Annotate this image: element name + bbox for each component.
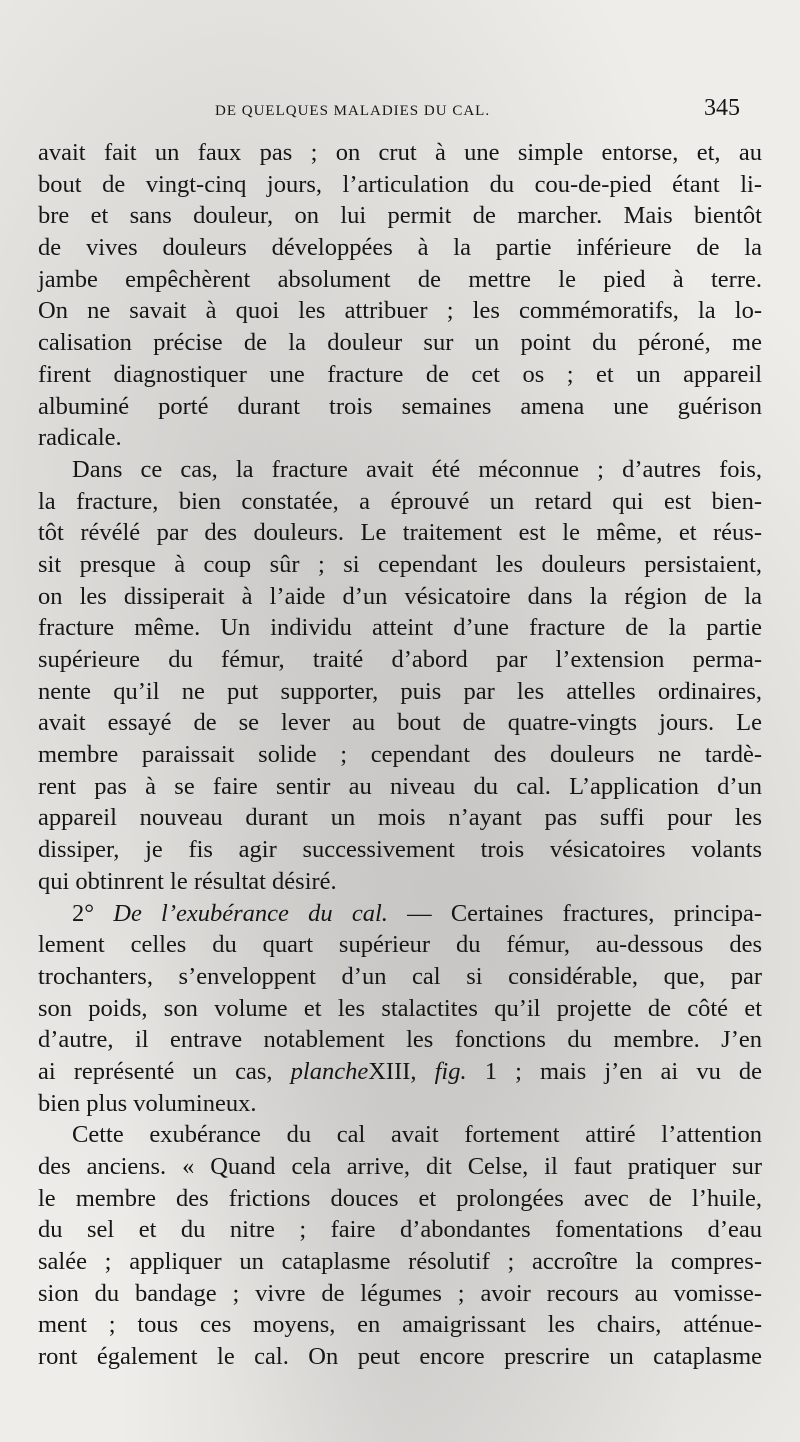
text-fragment: ai représenté un cas, (38, 1057, 273, 1085)
text-line: du sel et du nitre ; faire d’abondantes fomentations d’eau (38, 1216, 762, 1244)
page-header (40, 95, 740, 129)
text-line-rest: — Certaines fractures, principa- (407, 899, 763, 927)
text-line: Dans ce cas, la fracture avait été méconnue ; d’autres fois, (72, 455, 762, 483)
text-line: bout de vingt-cinq jours, l’articulation du cou-de-pied étant li- (38, 170, 762, 198)
text-line: jambe empêchèrent absolument de mettre le pied à terre. (38, 265, 762, 293)
text-line: sit presque à coup sûr ; si cependant les douleurs persistaient, (38, 550, 762, 578)
text-line: bre et sans douleur, on lui permit de marcher. Mais bientôt (38, 202, 762, 230)
text-line: nente qu’il ne put supporter, puis par les attelles ordinaires, (38, 677, 762, 705)
text-line: Cette exubérance du cal avait fortement attiré l’attention (72, 1121, 762, 1149)
text-line: supérieure du fémur, traité d’abord par l’extension perma- (38, 646, 762, 673)
planche-label: planche (290, 1057, 369, 1085)
text-line: avait essayé de se lever au bout de quatre-vingts jours. Le (38, 709, 762, 737)
text-line: trochanters, s’enveloppent d’un cal si considérable, que, par (38, 962, 762, 990)
page-number: 345 (704, 95, 740, 121)
section-title: De l’exubérance du cal. (113, 899, 388, 927)
text-line: ment ; tous ces moyens, en amaigrissant les chairs, atténue- (38, 1311, 762, 1339)
text-line: calisation précise de la douleur sur un point du péroné, me (38, 329, 762, 357)
text-line: On ne savait à quoi les attribuer ; les commémoratifs, la lo- (38, 297, 762, 325)
text-line: dissiper, je fis agir successivement trois vésicatoires volants (38, 836, 762, 864)
text-line: salée ; appliquer un cataplasme résolutif ; accroître la compres- (38, 1248, 762, 1276)
section-number: 2° (72, 899, 95, 927)
text-line: appareil nouveau durant un mois n’ayant pas suffi pour les (38, 804, 762, 832)
text-line: des anciens. « Quand cela arrive, dit Celse, il faut pratiquer sur (38, 1153, 762, 1180)
text-line: d’autre, il entrave notablement les fonctions du membre. J’en (38, 1026, 762, 1054)
section-heading-line (38, 898, 762, 930)
text-line: rent pas à se faire sentir au niveau du cal. L’application d’un (38, 772, 762, 800)
text-line: le membre des frictions douces et prolongées avec de l’huile, (38, 1184, 762, 1212)
text-line: ront également le cal. On peut encore prescrire un cataplasme (38, 1343, 762, 1371)
text-line: bien plus volumineux. (38, 1089, 257, 1117)
text-line: qui obtinrent le résultat désiré. (38, 867, 337, 895)
text-line: radicale. (38, 424, 122, 452)
text-line: avait fait un faux pas ; on crut à une simple entorse, et, au (38, 139, 762, 166)
text-line: membre paraissait solide ; cependant des douleurs ne tardè- (38, 741, 762, 769)
text-line: de vives douleurs développées à la partie inférieure de la (38, 234, 762, 262)
text-line: albuminé porté durant trois semaines amena une guérison (38, 392, 762, 420)
text-fragment: 1 ; mais j’en ai vu de (484, 1057, 763, 1085)
fig-label: fig. (434, 1057, 467, 1085)
plate-number: XIII, (368, 1057, 417, 1085)
figure-reference-line (38, 1056, 762, 1088)
text-line: firent diagnostiquer une fracture de cet os ; et un appareil (38, 360, 762, 388)
body-text (38, 137, 762, 1373)
text-line: lement celles du quart supérieur du fémur, au-dessous des (38, 931, 762, 959)
text-line: sion du bandage ; vivre de légumes ; avoir recours au vomisse- (38, 1279, 762, 1307)
text-line: on les dissiperait à l’aide d’un vésicatoire dans la région de la (38, 582, 762, 610)
running-head: DE QUELQUES MALADIES DU CAL. (215, 103, 491, 119)
text-line: son poids, son volume et les stalactites qu’il projette de côté et (38, 994, 762, 1022)
text-line: la fracture, bien constatée, a éprouvé un retard qui est bien- (38, 487, 762, 515)
text-line: fracture même. Un individu atteint d’une fracture de la partie (38, 614, 762, 642)
text-line: tôt révélé par des douleurs. Le traitement est le même, et réus- (38, 519, 762, 547)
